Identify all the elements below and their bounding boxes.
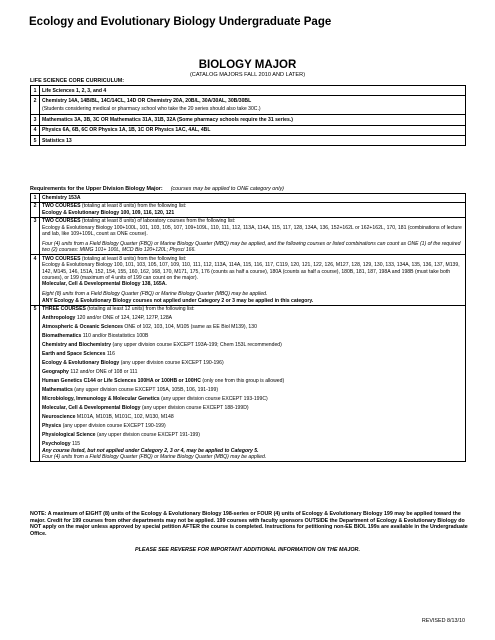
- category-5-item: [42, 342, 463, 348]
- category-lead: TWO COURSES: [42, 218, 81, 225]
- category-5-item: [42, 333, 463, 339]
- category-courses: Ecology & Evolutionary Biology 100, 101, 103, 105, 107, 109, 110, 111, 112, 113A, 114A, 115, 116, 117, C119, 120, 121, 122, 126, M127, 128, 129, 130, 133, 134A, 135, 136, 137, M139, 142, M145, 146, 151A, 152, 154, 155, 160, 162, 168, 170, M171, 175, 176 (counts as half a course), 180A (counts as half a course), 180B, 181, 187, 198A and 198B (must take both courses), or 199 (maximum of 4 units of 199 can count on the major).: [42, 262, 460, 282]
- category-row: [31, 217, 466, 255]
- department-name: Physics: [42, 423, 62, 430]
- category-note: Four (4) units from a Field Biology Quarter (FBQ) or Marine Biology Quarter (MBQ) may be applied, and the following courses or listed combinations can count as ONE (1) of the required two (2) courses: MIMG 101+ 100L, MCD Bio 120+120L; Physci 166.: [42, 240, 461, 254]
- department-name: Mathematics: [42, 387, 73, 394]
- category-5-list: [42, 315, 463, 447]
- category-lead-rest: (totaling at least 8 units) from the following list:: [81, 203, 187, 210]
- department-courses: 116: [106, 351, 115, 358]
- category-5-item: [42, 423, 463, 429]
- category-lead: THREE COURSES: [42, 306, 86, 313]
- department-courses: (any upper division course EXCEPT 191-199): [96, 432, 200, 439]
- row-number: 3: [31, 115, 40, 125]
- category-5-item: [42, 360, 463, 366]
- major-title: BIOLOGY MAJOR: [198, 59, 297, 71]
- department-name: Earth and Space Sciences: [42, 351, 106, 358]
- category-row: [31, 305, 466, 461]
- core-curriculum-table: [30, 85, 466, 146]
- core-row: [31, 96, 466, 115]
- core-text: Life Sciences 1, 2, 3, and 4: [40, 86, 466, 96]
- please-see-reverse: PLEASE SEE REVERSE FOR IMPORTANT ADDITIONAL INFORMATION ON THE MAJOR.: [135, 547, 360, 553]
- page-header: Ecology and Evolutionary Biology Undergraduate Page: [29, 16, 332, 28]
- footer-note: NOTE: A maximum of EIGHT (8) units of the Ecology & Evolutionary Biology 198-series or FOUR (4) units of Ecology & Evolutionary Biology 199 may be applied toward the major. Credit for 199 courses from other departments may not be applied. 199 courses with faculty sponsors OUTSIDE the Department of Ecology & Evolutionary Biology do NOT apply on the major unless approved by special petition AFTER the course is completed. Instructions for petitioning non-EE BIOL 199s are available in the Undergraduate Office.: [30, 511, 468, 537]
- department-name: Atmospheric & Oceanic Sciences: [42, 324, 123, 331]
- category-5-item: [42, 414, 463, 420]
- category-cell: [40, 202, 466, 217]
- category-row: [31, 194, 466, 203]
- category-cell: [40, 217, 466, 255]
- row-number: 4: [31, 255, 40, 305]
- category-lead-rest: (totaling at least 12 units) from the following list:: [87, 306, 195, 313]
- row-number: 2: [31, 202, 40, 217]
- major-subtitle: (CATALOG MAJORS FALL 2010 AND LATER): [189, 72, 306, 78]
- department-courses: (any upper division course EXCEPT 193A-199; Chem 153L recommended): [112, 342, 282, 349]
- row-number: 5: [31, 136, 40, 146]
- department-name: Neuroscience: [42, 414, 76, 421]
- department-name: Chemistry and Biochemistry: [42, 342, 112, 349]
- department-courses: (any upper division course EXCEPT 105A, 105B, 106, 191-199): [74, 387, 219, 394]
- category-cell: [40, 305, 466, 461]
- category-courses-mcdb: Molecular, Cell & Developmental Biology 138, 165A.: [42, 281, 167, 288]
- category-5-item: [42, 405, 463, 411]
- department-courses: ONE of 102, 103, 104, M105 (same as EE Biol M139), 130: [124, 324, 257, 331]
- category-lead-rest: (totaling at least 8 units) from the following list:: [81, 255, 187, 262]
- department-courses: 112 and/or ONE of 108 or 111: [70, 369, 138, 376]
- category-note-any: ANY Ecology & Evolutionary Biology courses not applied under Category 2 or 3 may be applied in this category.: [42, 297, 314, 304]
- upper-division-table: [30, 193, 466, 462]
- department-name: Human Genetics C144 or Life Sciences 100HA or 100HB or 100HC: [42, 378, 201, 385]
- department-name: Microbiology, Immunology & Molecular Genetics: [42, 396, 160, 403]
- row-number: 2: [31, 96, 40, 115]
- department-name: Geography: [42, 369, 69, 376]
- category-5-item: [42, 315, 463, 321]
- category-courses: Ecology & Evolutionary Biology 100, 109, 116, 120, 121: [42, 209, 175, 216]
- department-name: Anthropology: [42, 315, 76, 322]
- department-courses: (any upper division course EXCEPT 188-199D): [141, 405, 249, 412]
- department-courses: M101A, M101B, M101C, 102, M130, M148: [76, 414, 174, 421]
- core-text: Physics 6A, 6B, 6C OR Physics 1A, 1B, 1C OR Physics 1AC, 4AL, 4BL: [40, 125, 466, 135]
- category-lead: TWO COURSES: [42, 203, 81, 210]
- category-note: Four (4) units from a Field Biology Quarter (FBQ) or Marine Biology Quarter (MBQ) may be applied.: [42, 454, 267, 461]
- core-curriculum-label: LIFE SCIENCE CORE CURRICULUM:: [30, 78, 125, 84]
- row-number: 1: [31, 86, 40, 96]
- category-5-item: [42, 369, 463, 375]
- category-note: Eight (8) units from a Field Biology Quarter (FBQ) or Marine Biology Quarter (MBQ) may be applied.: [42, 291, 268, 298]
- department-name: Molecular, Cell & Developmental Biology: [42, 405, 141, 412]
- row-number: 5: [31, 305, 40, 461]
- core-row: [31, 136, 466, 146]
- core-text: Statistics 13: [40, 136, 466, 146]
- revised-date: REVISED 8/13/10: [421, 618, 465, 624]
- department-name: Psychology: [42, 441, 71, 448]
- upper-division-label: [30, 186, 284, 192]
- category-text: Chemistry 153A: [40, 194, 466, 203]
- core-row: [31, 125, 466, 135]
- row-number: 1: [31, 194, 40, 203]
- upper-division-note: (courses may be applied to ONE category only): [170, 186, 284, 192]
- category-5-item: [42, 432, 463, 438]
- category-5-item: [42, 378, 463, 384]
- category-row: [31, 202, 466, 217]
- category-cell: [40, 255, 466, 305]
- core-cell: [40, 96, 466, 115]
- department-courses: 110 and/or Biostatistics 100B: [82, 333, 149, 340]
- department-courses: 120 and/or ONE of 124, 124P, 127P, 128A: [76, 315, 173, 322]
- department-courses: (any upper division course EXCEPT 193-199C): [161, 396, 268, 403]
- category-note: Any course listed, but not applied under Category 2, 3 or 4, may be applied to Category 5.: [42, 447, 259, 454]
- category-5-item: [42, 351, 463, 357]
- department-name: Ecology & Evolutionary Biology: [42, 360, 120, 367]
- category-lead-rest: (totaling at least 8 units) of laboratory courses from the following list:: [81, 218, 236, 225]
- category-5-item: [42, 396, 463, 402]
- category-5-item: [42, 387, 463, 393]
- department-name: Physiological Science: [42, 432, 96, 439]
- department-courses: 115: [72, 441, 81, 448]
- core-text: Chemistry 14A, 14B/BL, 14C/14CL, 14D OR Chemistry 20A, 20B/L, 30A/30AL, 30B/30BL: [42, 97, 252, 104]
- row-number: 4: [31, 125, 40, 135]
- core-row: [31, 115, 466, 125]
- upper-division-title: Requirements for the Upper Division Biology Major:: [30, 186, 163, 192]
- core-note: (Students considering medical or pharmacy school who take the 20 series should also take 30C.): [42, 106, 261, 113]
- department-name: Biomathematics: [42, 333, 82, 340]
- category-courses: Ecology & Evolutionary Biology 100+100L, 101, 103, 105, 107, 109+109L, 110, 111, 112, 113A, 114A, 115, 117, 128, 134A, 136, 152+162L or 162+162L, 170, 181 (combinations of lecture and lab, like 109+109L, count as ONE course).: [42, 224, 462, 237]
- department-courses: (any upper division course EXCEPT 190-196): [120, 360, 224, 367]
- department-courses: (only one from this group is allowed): [202, 378, 285, 385]
- category-row: [31, 255, 466, 305]
- category-5-item: [42, 324, 463, 330]
- core-text: Mathematics 3A, 3B, 3C OR Mathematics 31A, 31B, 32A (Some pharmacy schools require the 31 series.): [40, 115, 466, 125]
- row-number: 3: [31, 217, 40, 255]
- department-courses: (any upper division course EXCEPT 190-199): [62, 423, 166, 430]
- core-row: [31, 86, 466, 96]
- category-lead: TWO COURSES: [42, 255, 81, 262]
